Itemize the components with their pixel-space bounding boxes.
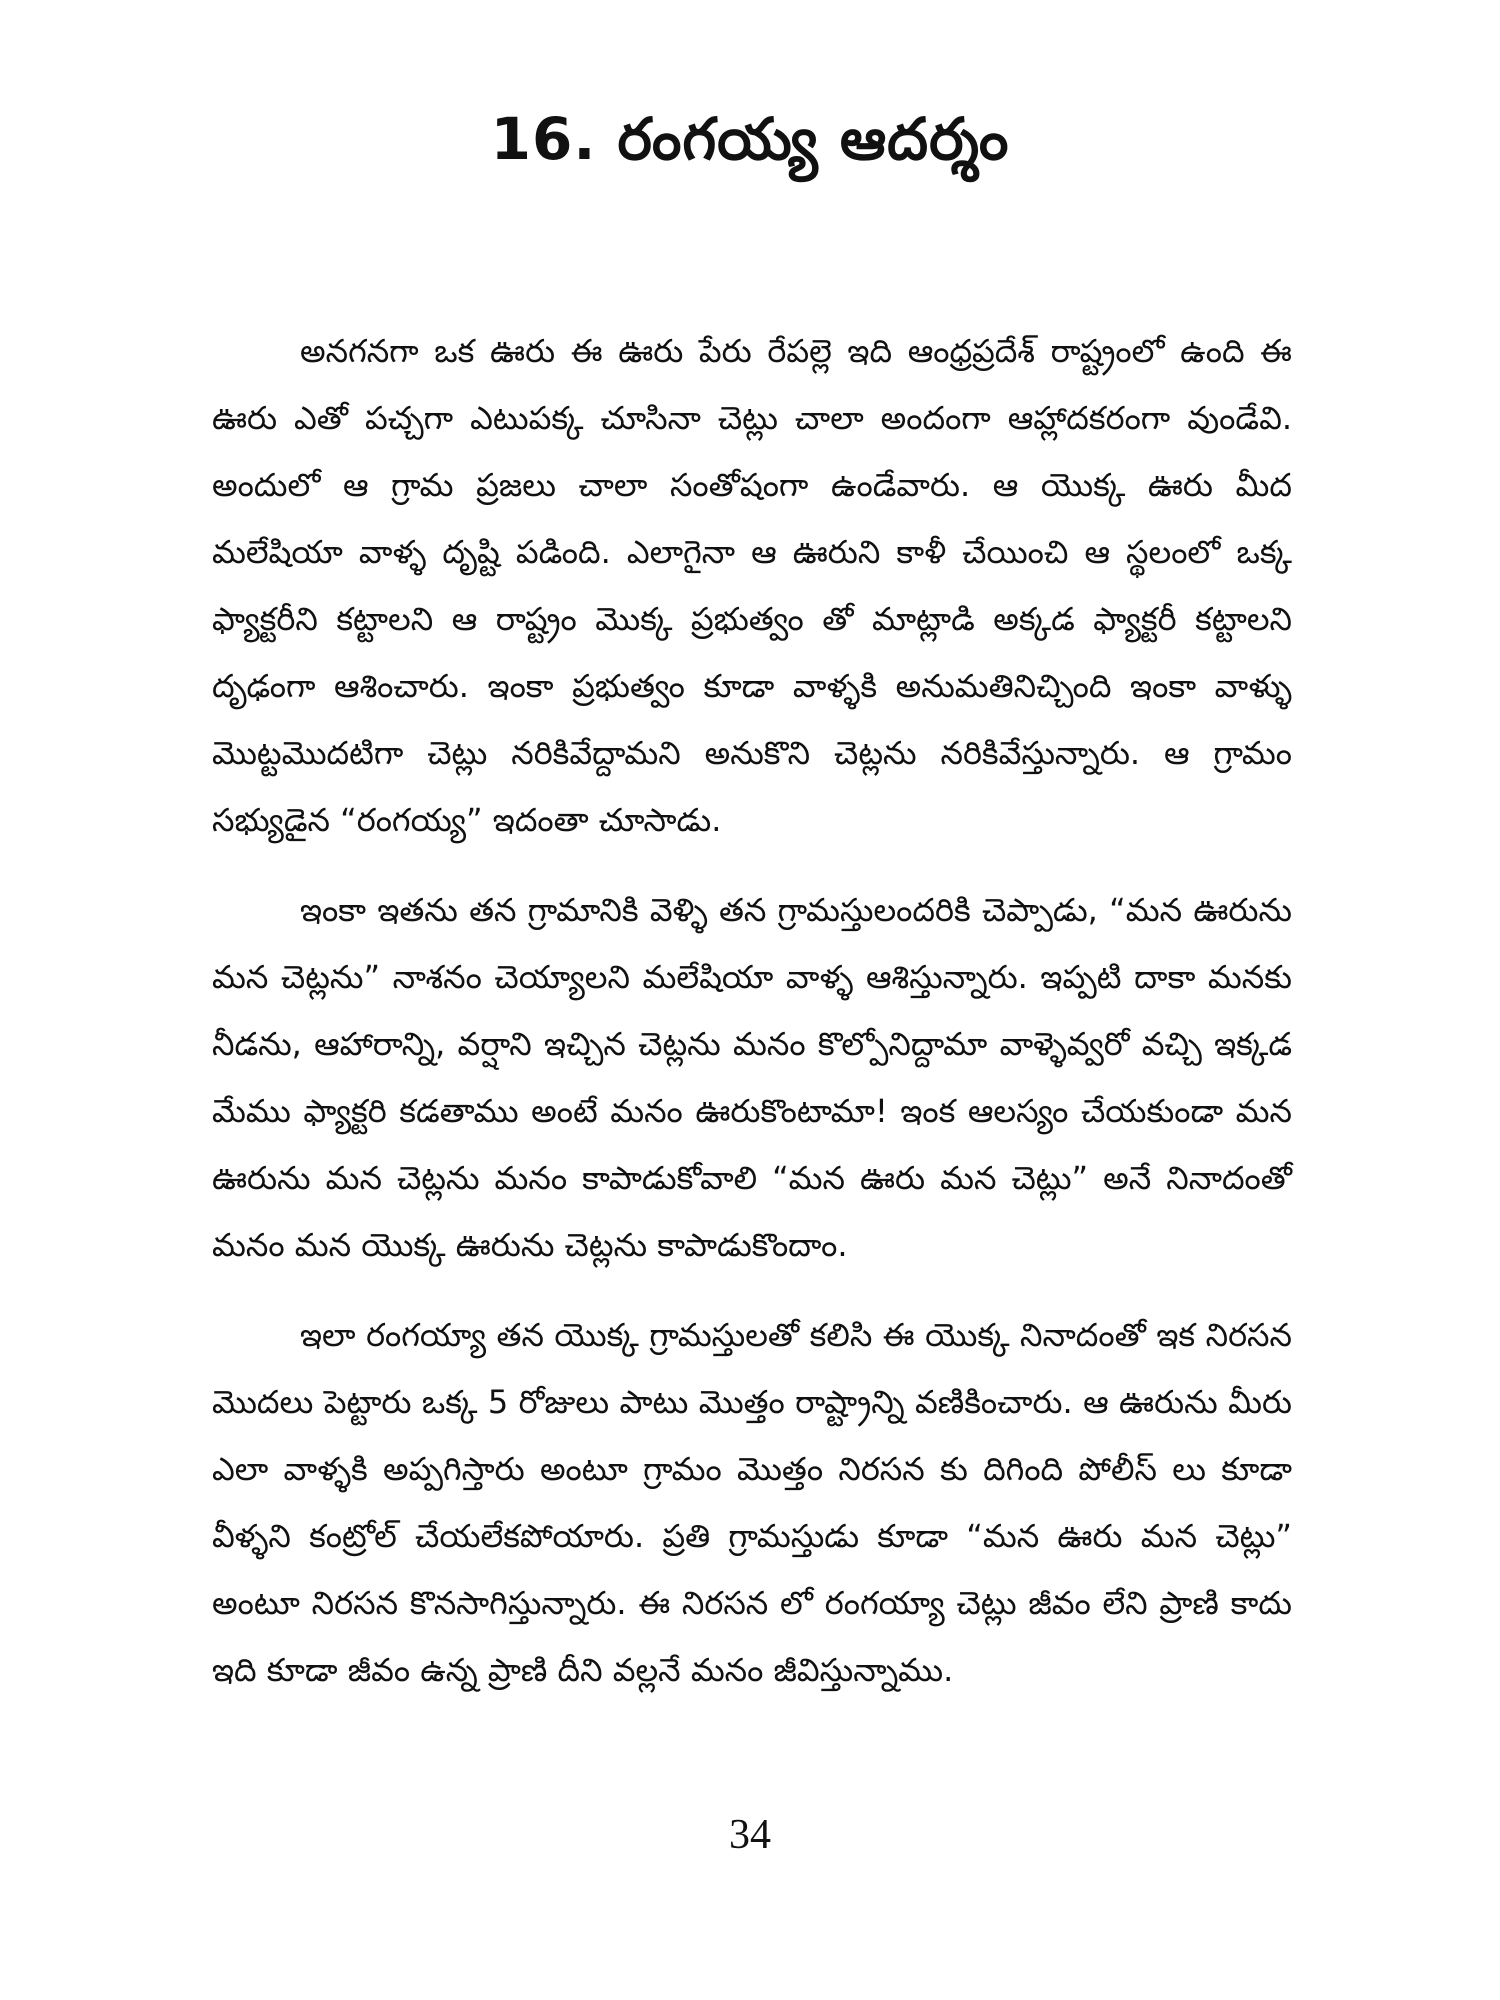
paragraph-2: ఇంకా ఇతను తన గ్రామానికి వెళ్ళి తన గ్రామస్తులందరికి చెప్పాడు, “మన ఊరును మన చెట్లను” నాశనం చెయ్యాలని మలేషియా వాళ్ళ ఆశిస్తున్నారు. ఇప్పటి దాకా మనకు నీడను, ఆహారాన్ని, వర్షాని ఇచ్చిన చెట్లను మనం కొల్పోనిద్దామా వాళ్ళెవ్వరో వచ్చి ఇక్కడ మేము ఫ్యాక్టరి కడతాము అంటే మనం ఊరుకొంటామా! ఇంక ఆలస్యం చేయకుండా మన ఊరును మన చెట్లను మనం కాపాడుకోవాలి “మన ఊరు మన చెట్లు” అనే నినాదంతో మనం మన యొక్క ఊరును చెట్లను కాపాడుకొందాం.: [212, 891, 1292, 1264]
chapter-body: [212, 318, 1292, 1727]
paragraph-1: అనగనగా ఒక ఊరు ఈ ఊరు పేరు రేపల్లె ఇది ఆంధ్రప్రదేశ్ రాష్ట్రంలో ఉంది ఈ ఊరు ఎతో పచ్చగా ఎటుపక్క చూసినా చెట్లు చాలా అందంగా ఆహ్లాదకరంగా వుండేవి. అందులో ఆ గ్రామ ప్రజలు చాలా సంతోషంగా ఉండేవారు. ఆ యొక్క ఊరు మీద మలేషియా వాళ్ళ దృష్టి పడింది. ఎలాగైనా ఆ ఊరుని కాళీ చేయించి ఆ స్థలంలో ఒక్క ఫ్యాక్టరీని కట్టాలని ఆ రాష్ట్రం మొక్క ప్రభుత్వం తో మాట్లాడి అక్కడ ఫ్యాక్టరీ కట్టాలని దృఢంగా ఆశించారు. ఇంకా ప్రభుత్వం కూడా వాళ్ళకి అనుమతినిచ్చింది ఇంకా వాళ్ళు మొట్టమొదటిగా చెట్లు నరికివేద్దామని అనుకొని చెట్లను నరికివేస్తున్నారు. ఆ గ్రామం సభ్యుడైన “రంగయ్య” ఇదంతా చూసాడు.: [212, 332, 1292, 839]
page-number: 34: [729, 1812, 771, 1858]
chapter-title: 16. రంగయ్య ఆదర్శం: [490, 105, 1010, 173]
paragraph-3: ఇలా రంగయ్యా తన యొక్క గ్రామస్తులతో కలిసి ఈ యొక్క నినాదంతో ఇక నిరసన మొదలు పెట్టారు ఒక్క 5 రోజులు పాటు మొత్తం రాష్ట్రాన్ని వణికించారు. ఆ ఊరును మీరు ఎలా వాళ్ళకి అప్పగిస్తారు అంటూ గ్రామం మొత్తం నిరసన కు దిగింది పోలీస్ లు కూడా వీళ్ళని కంట్రోల్ చేయలేకపోయారు. ప్రతి గ్రామస్తుడు కూడా “మన ఊరు మన చెట్లు” అంటూ నిరసన కొనసాగిస్తున్నారు. ఈ నిరసన లో రంగయ్యా చెట్లు జీవం లేని ప్రాణి కాదు ఇది కూడా జీవం ఉన్న ప్రాణి దీని వల్లనే మనం జీవిస్తున్నాము.: [212, 1316, 1292, 1689]
